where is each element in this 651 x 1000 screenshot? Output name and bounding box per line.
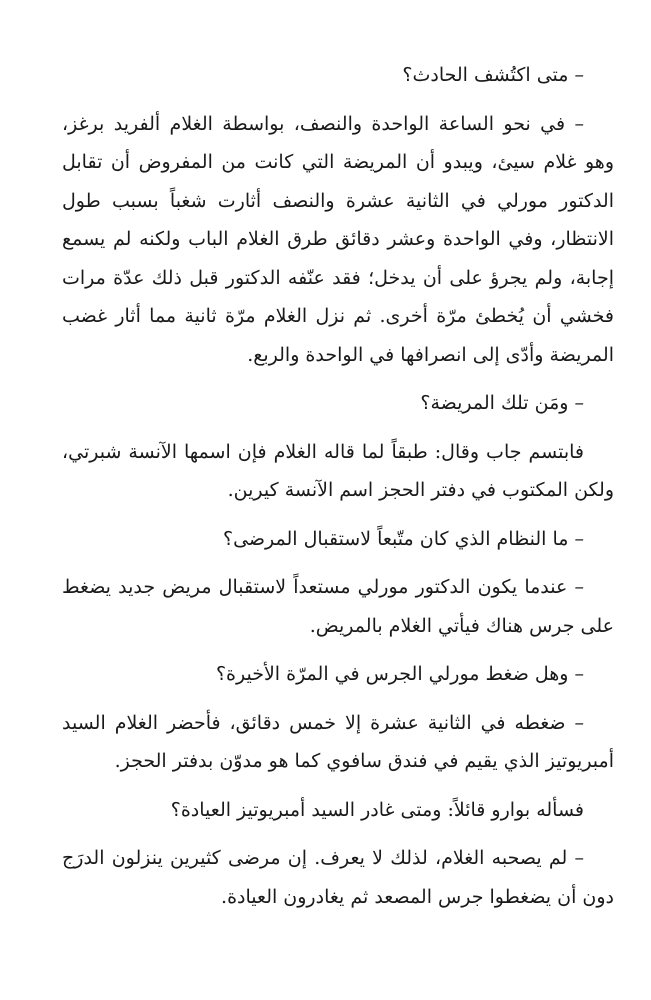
paragraph: – لم يصحبه الغلام، لذلك لا يعرف. إن مرضى كثيرين ينزلون الدرَج دون أن يضغطوا جرس المصعد ثم يغادرون العيادة. bbox=[62, 847, 614, 908]
paragraph: – عندما يكون الدكتور مورلي مستعداً لاستقبال مريض جديد يضغط على جرس هناك فيأتي الغلام بالمريض. bbox=[62, 576, 614, 637]
paragraph: – ضغطه في الثانية عشرة إلا خمس دقائق، فأحضر الغلام السيد أمبريوتيز الذي يقيم في فندق سافوي كما هو مدوّن بدفتر الحجز. bbox=[62, 711, 614, 772]
paragraph: فابتسم جاب وقال: طبقاً لما قاله الغلام فإن اسمها الآنسة شبرتي، ولكن المكتوب في دفتر الحجز اسم الآنسة كيرين. bbox=[62, 440, 614, 501]
paragraph: – ما النظام الذي كان متّبعاً لاستقبال المرضى؟ bbox=[223, 527, 584, 550]
paragraph: – وهل ضغط مورلي الجرس في المرّة الأخيرة؟ bbox=[215, 663, 584, 685]
paragraph: فسأله بوارو قائلاً: ومتى غادر السيد أمبريوتيز العيادة؟ bbox=[170, 798, 584, 821]
paragraph: – ومَن تلك المريضة؟ bbox=[420, 392, 584, 414]
paragraph: – متى اكتُشف الحادث؟ bbox=[402, 64, 584, 86]
document-page bbox=[62, 56, 614, 916]
paragraph: – في نحو الساعة الواحدة والنصف، بواسطة الغلام ألفريد برغز، وهو غلام سيئ، ويبدو أن المريضة التي كانت من المفروض أن تقابل الدكتور مورلي في الثانية عشرة والنصف أثارت شغباً بسبب طول الانتظار، وفي الواحدة وعشر دقائق طرق الغلام الباب ولكنه لم يسمع إجابة، ولم يجرؤ على أن يدخل؛ فقد عنّفه الدكتور قبل ذلك عدّة مرات فخشي أن يُخطئ مرّة أخرى. ثم نزل الغلام مرّة ثانية مما أثار غضب المريضة وأدّى إلى انصرافها في الواحدة والربع. bbox=[62, 112, 615, 366]
